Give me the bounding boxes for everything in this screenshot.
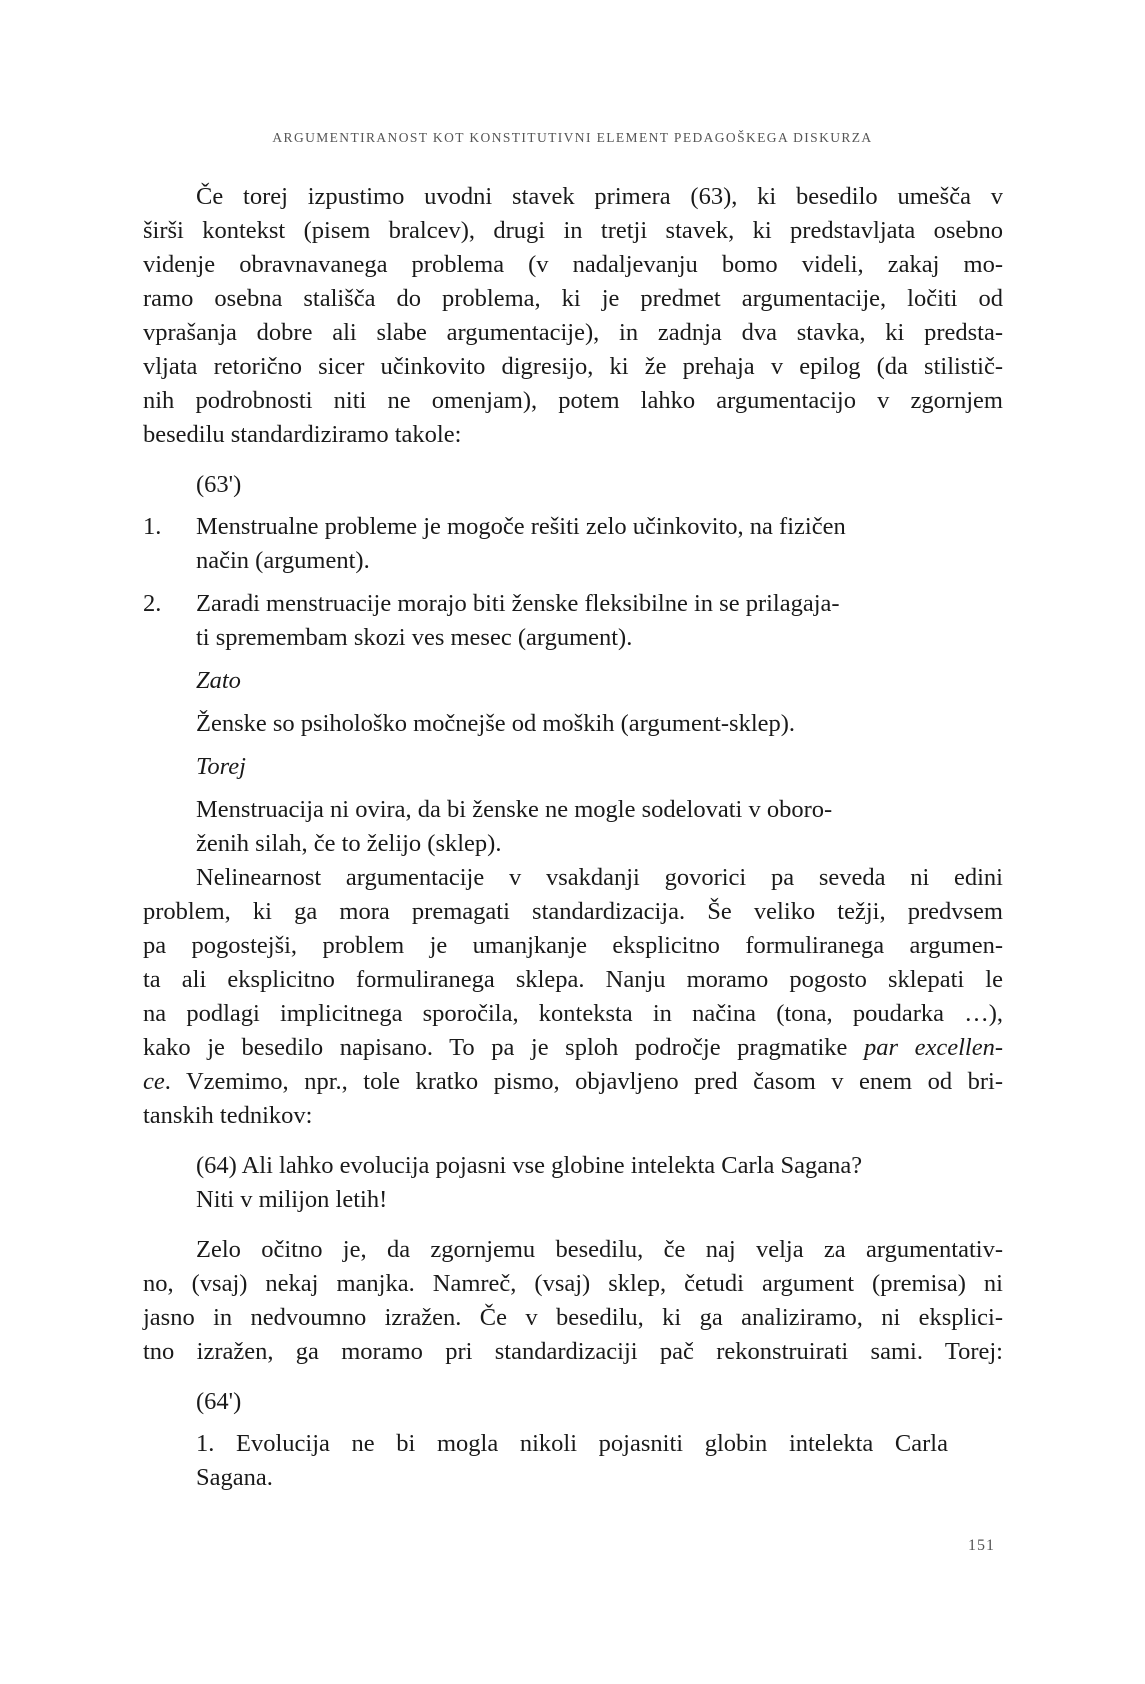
text-line: no, (vsaj) nekaj manjka. Namreč, (vsaj) sklep, četudi argument (premisa) ni <box>143 1270 1003 1297</box>
paragraph-nonlinearity <box>143 861 1003 1133</box>
premise-item-2 <box>143 587 948 655</box>
list-number: 1. <box>143 513 162 540</box>
paragraph-missing-conclusion <box>143 1233 1003 1369</box>
connector-zato: Zato <box>196 667 241 694</box>
text-line: Menstruacija ni ovira, da bi ženske ne mogle sodelovati v oboro- <box>196 796 833 823</box>
text-line: način (argument). <box>196 547 370 574</box>
running-head: ARGUMENTIRANOST KOT KONSTITUTIVNI ELEMENT PEDAGOŠKEGA DISKURZA <box>272 130 873 145</box>
paragraph-standardization-intro <box>143 180 1003 452</box>
list-number: 2. <box>143 590 162 617</box>
example-label: (64') <box>196 1388 242 1415</box>
example-label: (63') <box>196 471 242 498</box>
text-line: besedilu standardiziramo takole: <box>143 421 462 448</box>
example-64-quote <box>196 1149 1003 1217</box>
text-line: jasno in nedvoumno izražen. Če v besedilu, ki ga analiziramo, ni eksplici- <box>143 1304 1003 1331</box>
text-line: Če torej izpustimo uvodni stavek primera (63), ki besedilo umešča v <box>196 183 1003 210</box>
text-line: 1. Evolucija ne bi mogla nikoli pojasniti globin intelekta Carla <box>196 1430 948 1457</box>
page-number: 151 <box>968 1537 995 1554</box>
text-line: širši kontekst (pisem bralcev), drugi in tretji stavek, ki predstavljata osebno <box>143 217 1003 244</box>
text-line: ti spremembam skozi ves mesec (argument). <box>196 624 633 651</box>
text-line: Zelo očitno je, da zgornjemu besedilu, če naj velja za argumentativ- <box>196 1236 1003 1263</box>
text-line: vprašanja dobre ali slabe argumentacije), in zadnja dva stavka, ki predsta- <box>143 319 1003 346</box>
text-line: pa pogostejši, problem je umanjkanje eksplicitno formuliranega argumen- <box>143 932 1003 959</box>
intermediate-conclusion: Ženske so psihološko močnejše od moških (argument-sklep). <box>196 710 796 737</box>
text-line: (64) Ali lahko evolucija pojasni vse globine intelekta Carla Sagana? <box>196 1152 863 1179</box>
text-line: ta ali eksplicitno formuliranega sklepa. Nanju moramo pogosto sklepati le <box>143 966 1003 993</box>
example-63-standardized <box>143 468 948 861</box>
text-line: Niti v milijon letih! <box>196 1186 388 1213</box>
text-line: Zaradi menstruacije morajo biti ženske fleksibilne in se prilagaja- <box>196 590 840 617</box>
text-line: tanskih tednikov: <box>143 1102 313 1129</box>
example-64-standardized <box>196 1385 948 1495</box>
text-line: problem, ki ga mora premagati standardizacija. Še veliko težji, predvsem <box>143 898 1003 925</box>
final-conclusion <box>196 793 948 861</box>
text-line: Menstrualne probleme je mogoče rešiti zelo učinkovito, na fizičen <box>196 513 846 540</box>
text-line: vljata retorično sicer učinkovito digresijo, ki že prehaja v epilog (da stilistič- <box>143 353 1003 380</box>
premise-item-1 <box>143 510 948 578</box>
italic-phrase: ce <box>143 1068 165 1095</box>
text-line: ženih silah, če to želijo (sklep). <box>196 830 502 857</box>
text-line: Sagana. <box>196 1464 273 1491</box>
page-body <box>143 180 1003 1495</box>
text-line: tno izražen, ga moramo pri standardizaciji pač rekonstruirati sami. Torej: <box>143 1338 1003 1365</box>
text-line <box>143 1031 1003 1065</box>
text-line: na podlagi implicitnega sporočila, konteksta in načina (tona, poudarka …), <box>143 1000 1003 1027</box>
text-segment: . Vzemimo, npr., tole kratko pismo, objavljeno pred časom v enem od bri- <box>164 1068 1003 1095</box>
text-segment: kako je besedilo napisano. To pa je sploh področje pragmatike <box>143 1034 864 1061</box>
connector-torej: Torej <box>196 753 246 780</box>
italic-phrase: par excellen- <box>863 1034 1003 1061</box>
text-line <box>143 1065 1003 1099</box>
text-line: nih podrobnosti niti ne omenjam), potem lahko argumentacijo v zgornjem <box>143 387 1003 414</box>
text-line: ramo osebna stališča do problema, ki je predmet argumentacije, ločiti od <box>143 285 1003 312</box>
text-line: videnje obravnavanega problema (v nadaljevanju bomo videli, zakaj mo- <box>143 251 1003 278</box>
text-line: Nelinearnost argumentacije v vsakdanji govorici pa seveda ni edini <box>196 864 1003 891</box>
